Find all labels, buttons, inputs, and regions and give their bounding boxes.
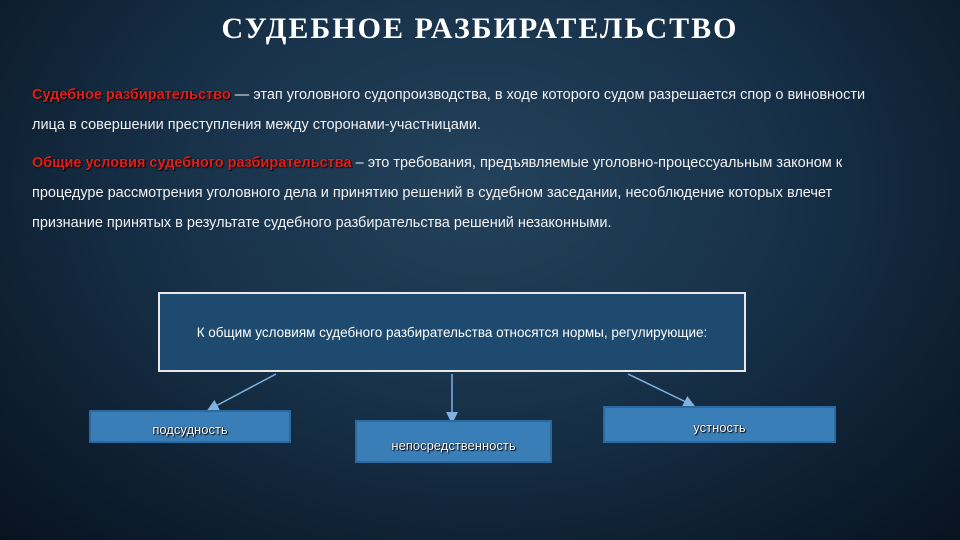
arrow-to-child-1 — [212, 374, 276, 408]
diagram-child-immediacy: непосредственность — [355, 420, 552, 463]
definition-text: — этап уголовного судопроизводства, в ходе которого судом разрешается спор о виновности лица в совершении преступления между сторонами-участницами. — [32, 87, 866, 133]
definition-term: Судебное разбирательство — [32, 87, 231, 103]
definition-text: – это требования, предъявляемые уголовно-процессуальным законом к процедуре рассмотрения уголовного дела и принятию решений в судебном заседании, несоблюдение которых влечет признание принятых в результате судебного разбирательства решений незаконными. — [32, 155, 843, 231]
arrow-to-child-3 — [628, 374, 690, 404]
definition-term: Общие условия судебного разбирательства — [32, 155, 352, 171]
slide-title: СУДЕБНОЕ РАЗБИРАТЕЛЬСТВО — [221, 12, 739, 45]
diagram-child-jurisdiction: подсудность — [89, 410, 291, 443]
diagram-root-text: К общим условиям судебного разбирательства относятся нормы, регулирующие: — [196, 324, 708, 340]
diagram-child-orality: устность — [603, 406, 836, 443]
diagram-root-box — [158, 292, 746, 372]
